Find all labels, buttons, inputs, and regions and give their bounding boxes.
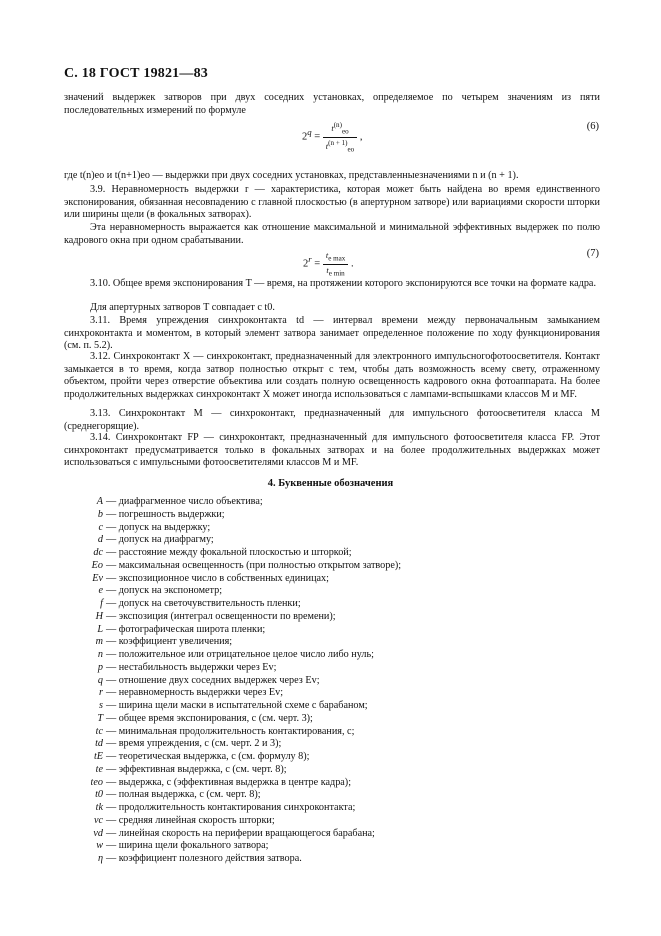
formula-7-number: (7)	[586, 248, 599, 259]
list-item	[64, 496, 624, 509]
symbol-description: — допуск на светочувствительность пленки;	[106, 598, 301, 609]
symbol: L	[97, 623, 103, 635]
list-item	[64, 828, 624, 841]
symbol-description: — коэффициент полезного действия затвора.	[106, 853, 302, 864]
paragraph-3-9: 3.9. Неравномерность выдержки r — характеристика, которая может быть найдена во время единственного экспонирования, обязанная несовпадению с главной плоскостью (в апертурном затворе) или вариациями скорости шторки или ширины щели (в фокальных затворах).	[64, 184, 600, 220]
list-item	[64, 687, 624, 700]
symbol-description: — нестабильность выдержки через Ev;	[106, 661, 277, 673]
formula-6-number: (6)	[586, 121, 599, 132]
list-item	[64, 853, 624, 866]
symbol-description: — выдержка, с (эффективная выдержка в центре кадра);	[106, 776, 352, 788]
symbol-description: — расстояние между фокальной плоскостью и шторкой;	[106, 547, 352, 558]
symbol-description: — экспозиционное число в собственных единицах;	[106, 572, 329, 584]
symbol-description: — коэффициент увеличения;	[106, 636, 233, 648]
paragraph-3-13: 3.13. Синхроконтакт M — синхроконтакт, предназначенный для импульсного фотоосветителя класса M (среднегорящие).	[64, 408, 600, 432]
symbol: b	[97, 508, 103, 520]
list-item	[64, 675, 624, 688]
symbol-description: — теоретическая выдержка, с (см. формулу 8);	[106, 751, 310, 762]
list-item	[64, 662, 624, 675]
symbol-description: — линейная скорость на периферии вращающегося барабана;	[106, 827, 375, 839]
formula-7: 2$^r$ = $\frac{t_{e max}}{t_{e min}}$ .	[303, 250, 354, 278]
symbol: td	[95, 738, 103, 750]
list-item	[64, 624, 624, 637]
symbol-description: — допуск на выдержку;	[106, 521, 211, 533]
symbol-description: — минимальная продолжительность контактирования, с;	[106, 725, 355, 737]
symbol: q	[97, 674, 103, 686]
symbol: d	[97, 534, 103, 546]
list-item	[64, 764, 624, 777]
list-item	[64, 611, 624, 624]
list-item	[64, 789, 624, 802]
formula-7-fraction: $\frac{t_{e max}}{t_{e min}}$	[323, 250, 348, 278]
symbol: H	[95, 610, 103, 622]
symbol: Ev	[92, 572, 103, 584]
list-item	[64, 815, 624, 828]
symbol: c	[98, 521, 103, 533]
symbol-description: — ширина щели маски в испытательной схеме с барабаном;	[106, 700, 368, 711]
symbol-description: — допуск на диафрагму;	[106, 534, 214, 546]
symbol: m	[95, 636, 103, 648]
symbol: η	[97, 853, 103, 864]
symbol-description: — неравномерность выдержки через Ev;	[106, 687, 284, 699]
list-item	[64, 751, 624, 764]
list-item	[64, 598, 624, 611]
list-item	[64, 726, 624, 739]
symbol: f	[100, 598, 103, 609]
paragraph-intro: значений выдержек затворов при двух соседних установках, определяемое по четырем значениям из пяти последовательных измерений по формуле	[64, 92, 600, 116]
symbol: tE	[93, 751, 103, 762]
symbol-description: — диафрагменное число объектива;	[106, 496, 263, 507]
section-title: 4. Буквенные обозначения	[267, 478, 394, 489]
symbol: t0	[95, 789, 103, 801]
list-item	[64, 802, 624, 815]
paragraph-where: где t(n)eo и t(n+1)eo — выдержки при двух соседних установках, представленныезначениями n и (n + 1).	[64, 170, 519, 181]
symbol: e	[98, 585, 103, 597]
symbol: dc	[93, 547, 103, 558]
symbol: vc	[93, 814, 103, 826]
list-item	[64, 573, 624, 586]
symbol: A	[96, 496, 103, 507]
list-item	[64, 649, 624, 662]
symbol-description: — фотографическая широта пленки;	[106, 623, 266, 635]
symbol: n	[97, 649, 103, 660]
symbol: te	[95, 763, 103, 775]
symbol-description: — эффективная выдержка, с (см. черт. 8);	[106, 763, 287, 775]
list-item	[64, 534, 624, 547]
paragraph-3-10: 3.10. Общее время экспонирования T — время, на протяжении которого экспонируются все точки на формате кадра.	[90, 278, 597, 289]
paragraph-3-11: 3.11. Время упреждения синхроконтакта td — интервал времени между первоначальным замыканием синхроконтакта и моментом, в который элемент затвора занимает определенное положение по ходу функционирования (см. п. 5.2).	[64, 315, 600, 351]
symbol: T	[97, 712, 103, 724]
symbol-description: — отношение двух соседних выдержек через Ev;	[106, 674, 320, 686]
symbol: Eo	[91, 559, 103, 571]
list-item	[64, 522, 624, 535]
list-item	[64, 777, 624, 790]
formula-6-fraction: $\frac{t^{(n)}_{eo}}{t^{(n + 1)}_{eo}}$	[323, 120, 357, 154]
symbol: teo	[90, 776, 103, 788]
symbol-description: — максимальная освещенность (при полностью открытом затворе);	[106, 559, 402, 571]
paragraph-3-14: 3.14. Синхроконтакт FP — синхроконтакт, предназначенный для импульсного фотоосветителя класса FP. Этот синхроконтакт предусматривается только в фокальных затворах и на более продолжительных выдержках может использоваться с импульсными фотоосветителями классов M и MF.	[64, 432, 600, 468]
list-item	[64, 700, 624, 713]
symbol: vd	[93, 827, 103, 839]
symbol-description: — продолжительность контактирования синхроконтакта;	[106, 802, 356, 813]
symbol-description: — погрешность выдержки;	[106, 508, 225, 520]
symbol: p	[97, 661, 103, 673]
paragraph-3-9-b: Эта неравномерность выражается как отношение максимальной и минимальной эффективных выдержек по полю кадрового окна при одном срабатывании.	[64, 222, 600, 246]
paragraph-3-10-b: Для апертурных затворов T совпадает с t0.	[90, 302, 275, 313]
symbol: w	[96, 840, 103, 852]
paragraph-3-12: 3.12. Синхроконтакт X — синхроконтакт, предназначенный для электронного импульсногофотоосветителя. Контакт замыкается в то время, когда затвор полностью открыт с тем, чтобы дать возможность всему свету, отраженному объектом, пройти через отверстие объектива или создать полную освещенность кадрового окна фотоаппарата. На более продолжительных выдержках синхроконтакт X может иногда использоваться с лампами-вспышками классов M и MF.	[64, 351, 600, 400]
symbol-description: — ширина щели фокального затвора;	[106, 840, 269, 852]
list-item	[64, 636, 624, 649]
symbol: tc	[95, 725, 103, 737]
symbol-description: — допуск на экспонометр;	[106, 585, 223, 597]
symbol-description: — время упреждения, с (см. черт. 2 и 3);	[106, 738, 282, 750]
page-header: С. 18 ГОСТ 19821—83	[64, 66, 208, 81]
symbols-list	[64, 496, 624, 866]
symbol-description: — экспозиция (интеграл освещенности по времени);	[106, 610, 336, 622]
list-item	[64, 585, 624, 598]
list-item	[64, 560, 624, 573]
formula-6: 2$^q$ = $\frac{t^{(n)}_{eo}}{t^{(n + 1)}_{eo}}$ ,	[302, 121, 363, 154]
symbol-description: — общее время экспонирования, с (см. черт. 3);	[106, 712, 313, 724]
symbol-description: — средняя линейная скорость шторки;	[106, 814, 275, 826]
symbol: tk	[95, 802, 103, 813]
list-item	[64, 547, 624, 560]
symbol-description: — полная выдержка, с (см. черт. 8);	[106, 789, 261, 801]
list-item	[64, 713, 624, 726]
list-item	[64, 509, 624, 522]
list-item	[64, 738, 624, 751]
symbol: s	[99, 700, 103, 711]
symbol: r	[99, 687, 103, 699]
symbol-description: — положительное или отрицательное целое число либо нуль;	[106, 649, 374, 660]
list-item	[64, 840, 624, 853]
